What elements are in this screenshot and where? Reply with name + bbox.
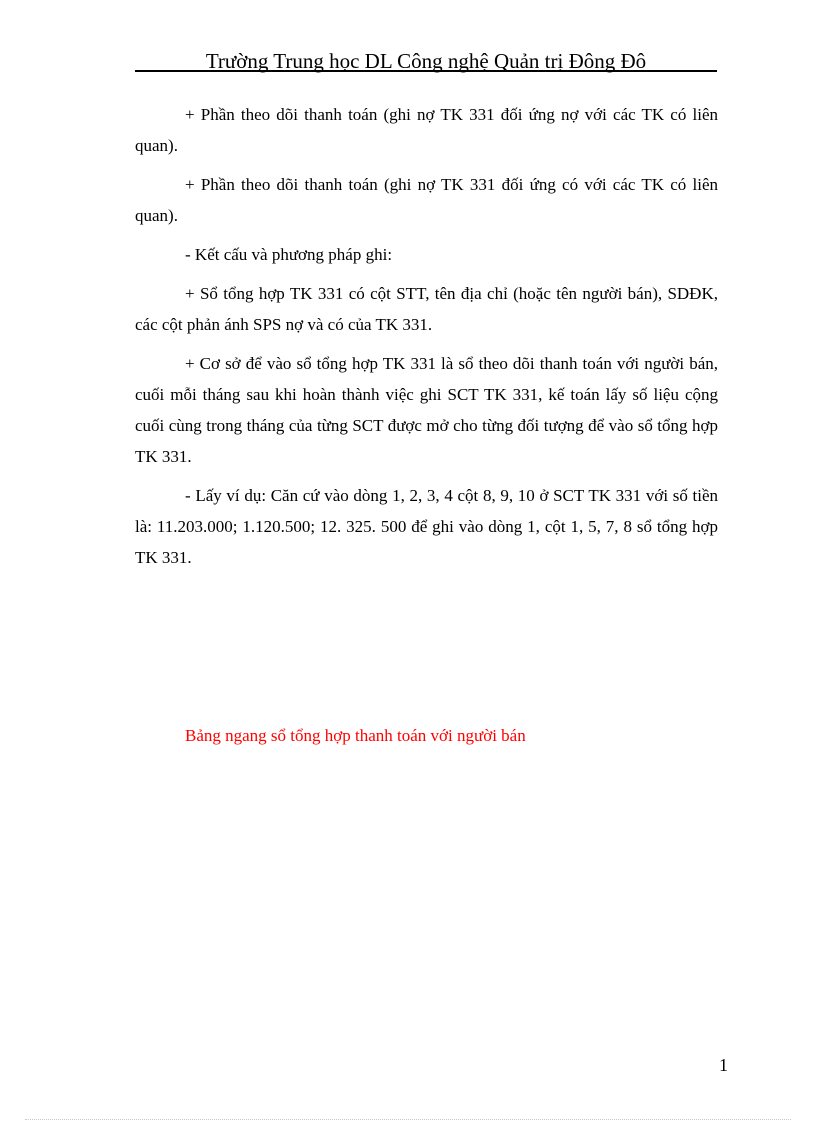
paragraph-summary-columns: + Sổ tổng hợp TK 331 có cột STT, tên địa chỉ (hoặc tên người bán), SDĐK, các cột phản ánh SPS nợ và có của TK 331.: [135, 284, 718, 334]
header-rule: [135, 70, 717, 72]
paragraph-basis: + Cơ sở để vào sổ tổng hợp TK 331 là sổ theo dõi thanh toán với người bán, cuối mỗi tháng sau khi hoàn thành việc ghi SCT TK 331, kế toán lấy số liệu cộng cuối cùng trong tháng của từng SCT được mở cho từng đối tượng để vào sổ tổng hợp TK 331.: [135, 354, 718, 466]
paragraph-debit-tracking: + Phần theo dõi thanh toán (ghi nợ TK 331 đối ứng nợ với các TK có liên quan).: [135, 105, 718, 155]
table-caption: Bảng ngang sổ tổng hợp thanh toán với người bán: [185, 726, 526, 745]
paragraph-credit-tracking: + Phần theo dõi thanh toán (ghi nợ TK 331 đối ứng có với các TK có liên quan).: [135, 175, 718, 225]
page-bottom-divider: [25, 1119, 791, 1120]
paragraph-example: - Lấy ví dụ: Căn cứ vào dòng 1, 2, 3, 4 cột 8, 9, 10 ở SCT TK 331 với số tiền là: 11.203.000; 1.120.500; 12. 325. 500 để ghi vào dòng 1, cột 1, 5, 7, 8 sổ tổng hợp TK 331.: [135, 486, 718, 567]
page-number: 1: [719, 1055, 728, 1075]
page-header-title: Trường Trung học DL Công nghệ Quản trị Đông Đô: [205, 49, 647, 73]
document-body: [135, 99, 718, 581]
paragraph-structure-heading: - Kết cấu và phương pháp ghi:: [185, 245, 393, 264]
